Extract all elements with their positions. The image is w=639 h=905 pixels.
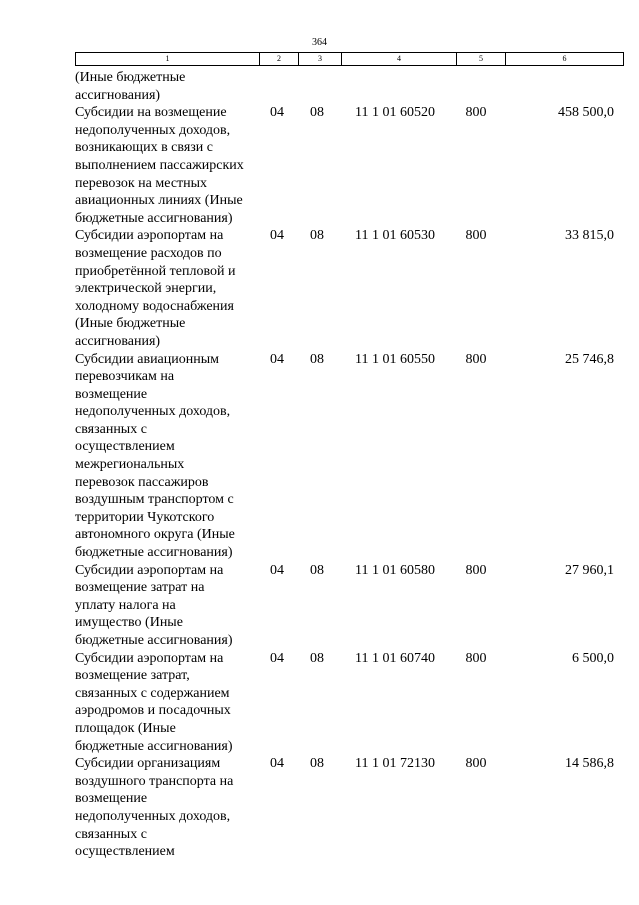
row-name-line: перевозчикам на	[75, 369, 175, 385]
row-expense-type-code: 800	[465, 756, 487, 772]
table-row	[75, 755, 618, 861]
row-name-line: возникающих в связи с	[75, 140, 213, 156]
row-name-line: авиационных линиях (Иные	[75, 193, 243, 209]
row-name-line: осуществлением	[75, 844, 175, 860]
row-name-line: приобретённой тепловой и	[75, 263, 236, 279]
row-target-article-code: 11 1 01 60740	[355, 650, 435, 666]
row-name-line: (Иные бюджетные	[75, 316, 186, 332]
row-name-line: связанных с	[75, 826, 147, 842]
row-name-line: ассигнования)	[75, 333, 161, 349]
row-name-line: аэродромов и посадочных	[75, 703, 231, 719]
row-amount: 25 746,8	[565, 351, 614, 367]
row-target-article-code	[338, 69, 452, 104]
row-name-line: ассигнования)	[75, 87, 161, 103]
row-name-line: недополученных доходов,	[75, 122, 231, 138]
row-expense-type-code: 800	[465, 650, 487, 666]
row-name-line: электрической энергии,	[75, 281, 217, 297]
row-name-line: возмещение	[75, 791, 148, 807]
row-subsection-code: 08	[310, 228, 324, 244]
table-row	[75, 562, 618, 650]
row-target-article-code: 11 1 01 72130	[355, 756, 435, 772]
row-name-line: межрегиональных	[75, 457, 185, 473]
table-row	[75, 104, 618, 227]
row-name-line: связанных с	[75, 421, 147, 437]
row-name-line: перевозок пассажиров	[75, 474, 209, 490]
row-section-code: 04	[270, 228, 284, 244]
row-target-article-code: 11 1 01 60520	[355, 105, 435, 121]
row-name	[75, 104, 258, 227]
row-name-line: автономного округа (Иные	[75, 527, 235, 543]
row-section-code: 04	[270, 105, 284, 121]
row-name-line: имущество (Иные	[75, 615, 183, 631]
row-name	[75, 69, 258, 104]
row-name-line: осуществлением	[75, 439, 175, 455]
column-header-4: 4	[342, 53, 457, 66]
column-header-1: 1	[76, 53, 260, 66]
row-name-line: воздушного транспорта на	[75, 773, 234, 789]
table-row	[75, 227, 618, 350]
row-amount: 6 500,0	[572, 650, 614, 666]
row-name-line: бюджетные ассигнования)	[75, 210, 233, 226]
row-subsection-code: 08	[310, 351, 324, 367]
row-section-code: 04	[270, 351, 284, 367]
table-row	[75, 351, 618, 562]
row-name	[75, 351, 258, 562]
row-subsection-code: 08	[310, 105, 324, 121]
row-expense-type-code: 800	[465, 562, 487, 578]
row-subsection-code: 08	[310, 562, 324, 578]
table-row	[75, 650, 618, 756]
row-name-line: воздушным транспортом с	[75, 492, 234, 508]
column-header-2: 2	[260, 53, 299, 66]
row-expense-type-code	[452, 69, 500, 104]
row-name	[75, 227, 258, 350]
row-name-line: перевозок на местных	[75, 175, 208, 191]
row-name-line: возмещение затрат на	[75, 580, 205, 596]
row-name-line: уплату налога на	[75, 597, 176, 613]
row-name	[75, 562, 258, 650]
row-subsection-code	[296, 69, 338, 104]
row-amount: 458 500,0	[558, 105, 614, 121]
row-name	[75, 650, 258, 756]
row-expense-type-code: 800	[465, 228, 487, 244]
row-target-article-code: 11 1 01 60580	[355, 562, 435, 578]
row-target-article-code: 11 1 01 60530	[355, 228, 435, 244]
row-name-line: Субсидии на возмещение	[75, 105, 227, 121]
row-name-line: (Иные бюджетные	[75, 70, 186, 85]
row-name-line: территории Чукотского	[75, 509, 215, 525]
column-header-5: 5	[457, 53, 506, 66]
row-name-line: площадок (Иные	[75, 720, 176, 736]
row-name-line: возмещение расходов по	[75, 245, 222, 261]
row-target-article-code: 11 1 01 60550	[355, 351, 435, 367]
row-name-line: бюджетные ассигнования)	[75, 545, 233, 561]
budget-table	[75, 69, 618, 861]
row-name-line: недополученных доходов,	[75, 808, 231, 824]
row-name-line: Субсидии аэропортам на	[75, 562, 224, 578]
column-header-6: 6	[506, 53, 624, 66]
row-amount: 14 586,8	[565, 756, 614, 772]
row-name-line: Субсидии авиационным	[75, 351, 220, 367]
row-name-line: холодному водоснабжения	[75, 298, 234, 314]
row-name-line: Субсидии организациям	[75, 756, 221, 772]
row-name-line: связанных с содержанием	[75, 685, 230, 701]
row-section-code: 04	[270, 650, 284, 666]
row-subsection-code: 08	[310, 650, 324, 666]
row-name-line: недополученных доходов,	[75, 404, 231, 420]
row-section-code: 04	[270, 562, 284, 578]
row-amount: 27 960,1	[565, 562, 614, 578]
column-header-table	[75, 52, 624, 66]
row-name-line: Субсидии аэропортам на	[75, 228, 224, 244]
row-section-code: 04	[270, 756, 284, 772]
row-name-line: бюджетные ассигнования)	[75, 738, 233, 754]
row-section-code	[258, 69, 296, 104]
row-name	[75, 755, 258, 861]
column-header-3: 3	[299, 53, 342, 66]
row-name-line: выполнением пассажирских	[75, 157, 244, 173]
row-expense-type-code: 800	[465, 351, 487, 367]
row-name-line: бюджетные ассигнования)	[75, 633, 233, 648]
column-header-row	[76, 53, 624, 66]
row-amount: 33 815,0	[565, 228, 614, 244]
page-number: 364	[312, 37, 327, 48]
budget-table-body	[75, 69, 618, 861]
row-name-line: возмещение	[75, 386, 148, 402]
row-subsection-code: 08	[310, 756, 324, 772]
row-name-line: возмещение затрат,	[75, 668, 190, 684]
table-row	[75, 69, 618, 104]
row-name-line: Субсидии аэропортам на	[75, 650, 224, 666]
row-expense-type-code: 800	[465, 105, 487, 121]
row-amount	[500, 69, 618, 104]
